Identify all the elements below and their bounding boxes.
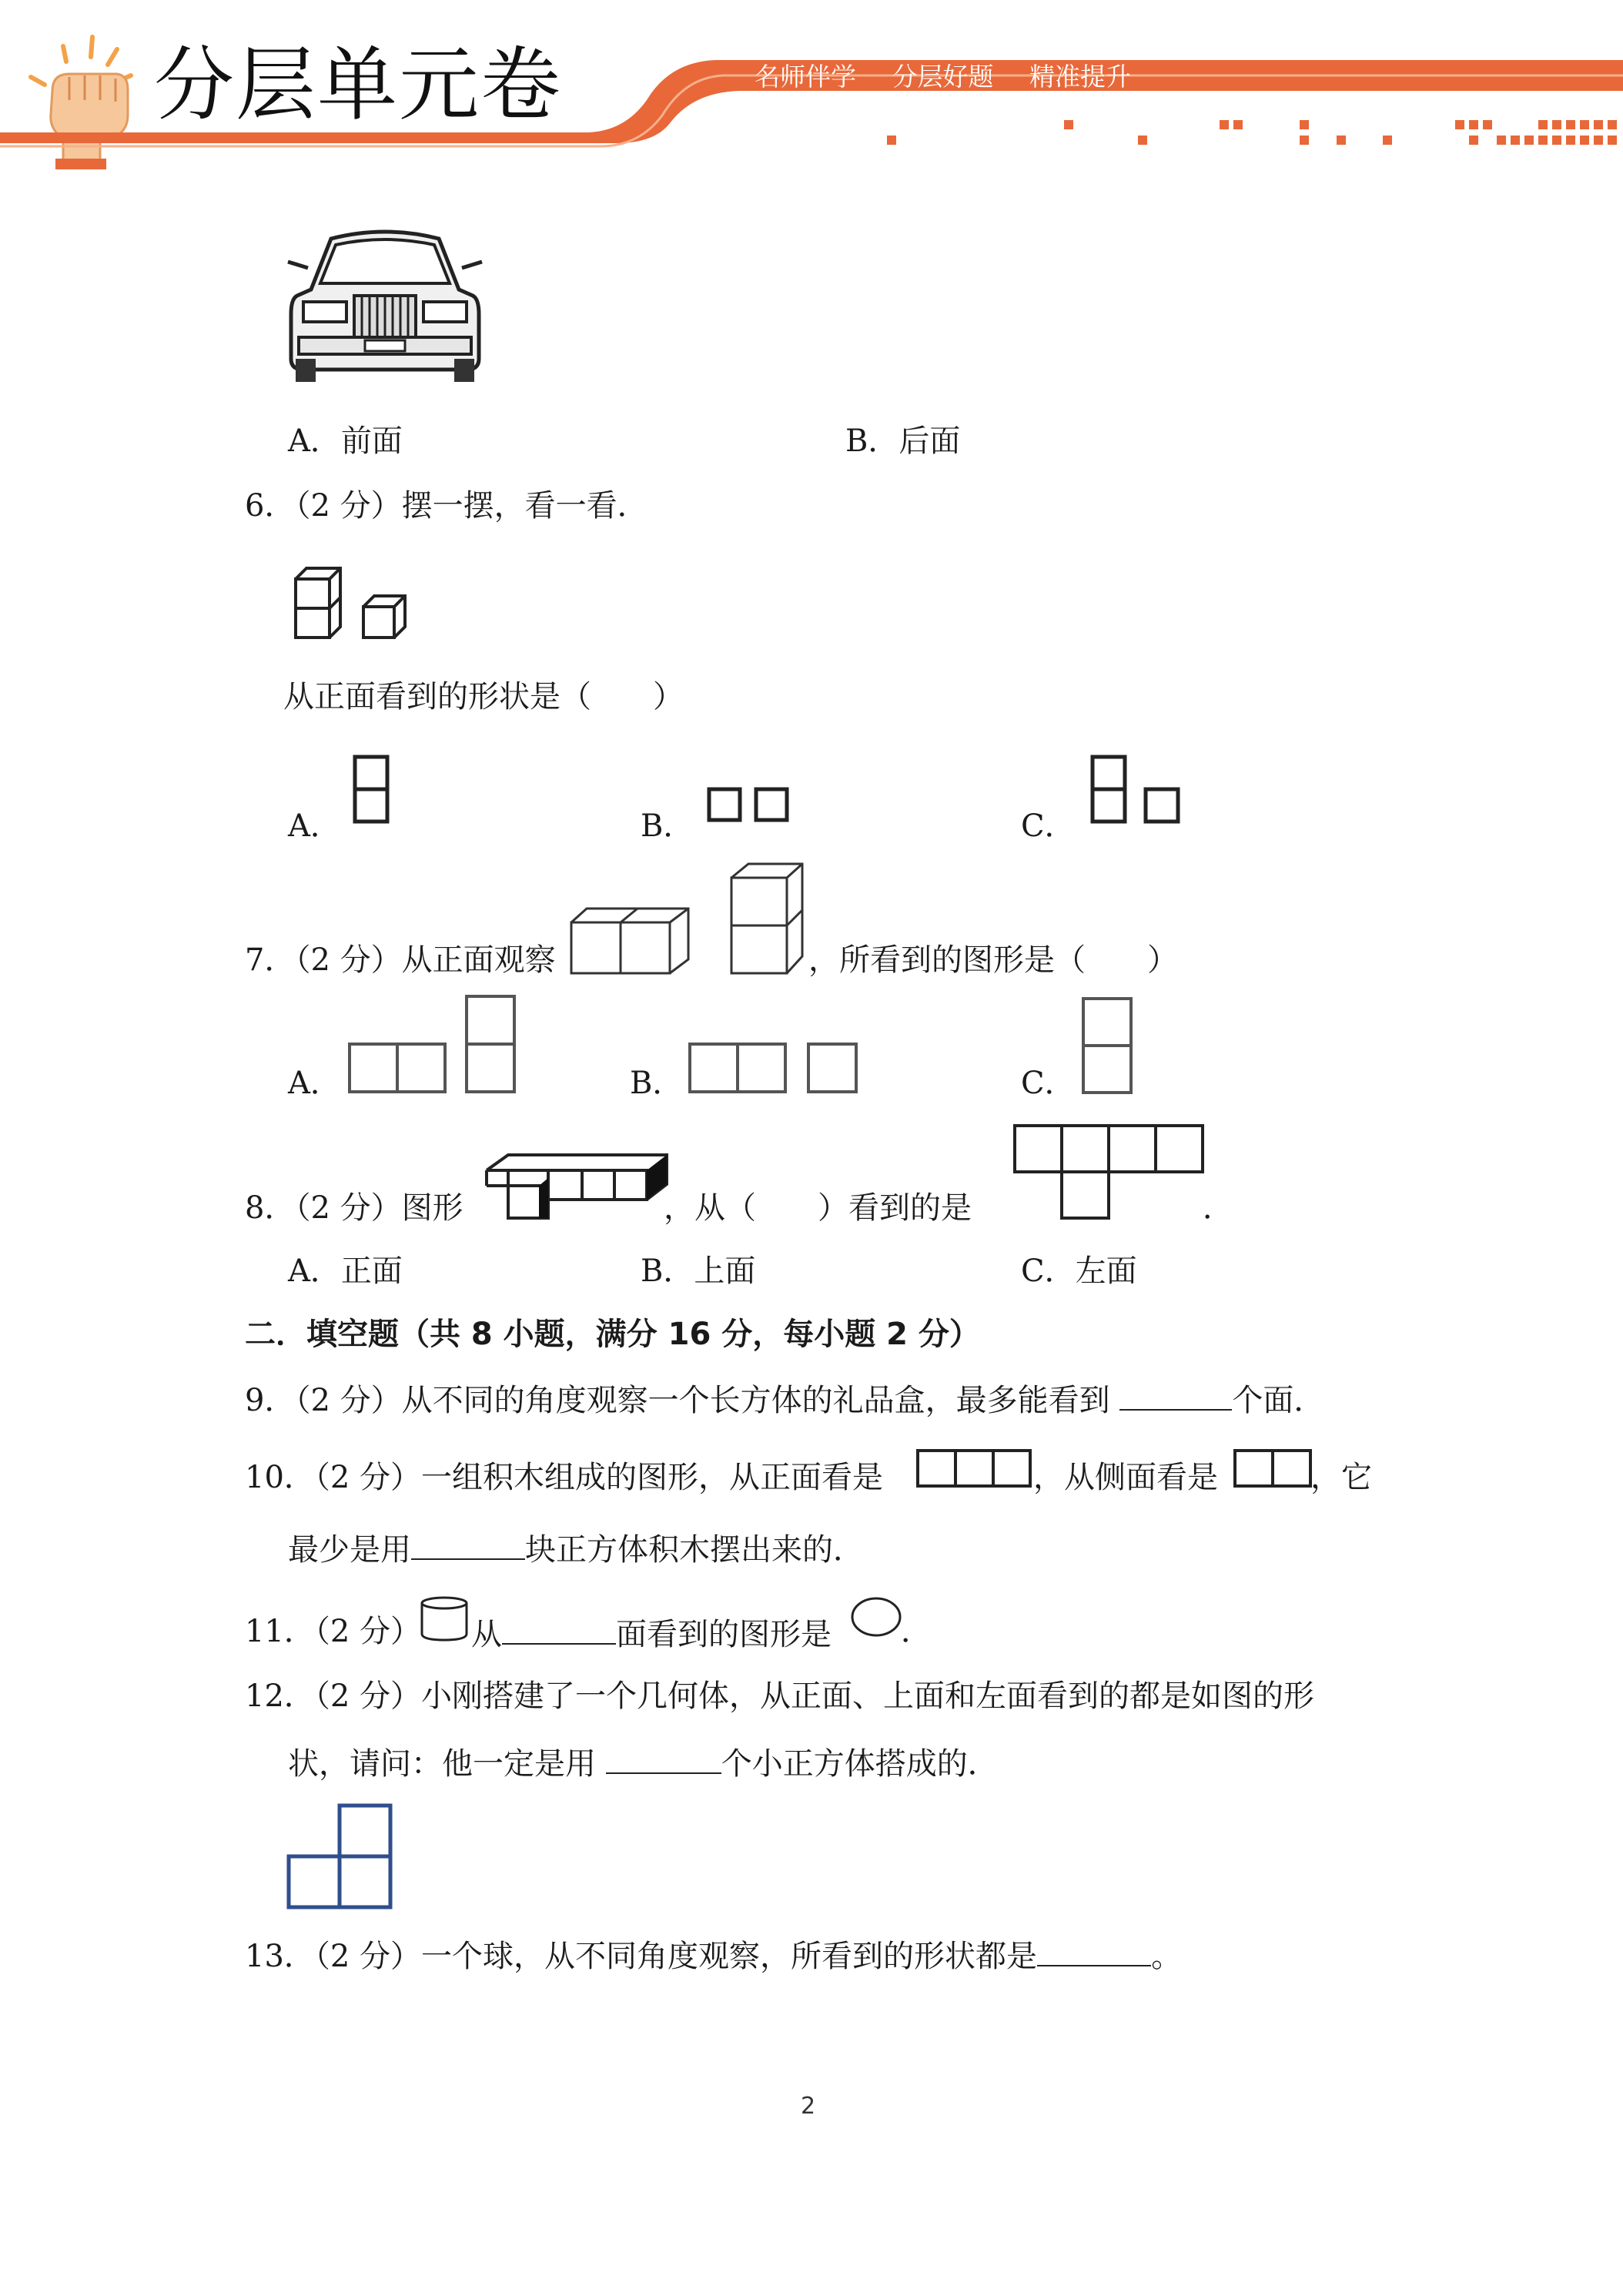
q10-side-view-shape [1233, 1449, 1313, 1489]
q10-part2: ，从侧面看是 [1033, 1460, 1218, 1495]
q7-two-cubes-image [568, 905, 693, 976]
slogan-1: 名师伴学 [755, 62, 856, 92]
q9-text [245, 1378, 1324, 1420]
q8-stem-middle: ，从（ ）看到的是 [664, 1190, 972, 1226]
cylinder-icon [419, 1595, 470, 1643]
q8-block-figure-image [485, 1140, 670, 1220]
q9-after: 个面． [1232, 1383, 1325, 1418]
q10-answer-blank[interactable] [411, 1528, 525, 1560]
circle-icon [848, 1595, 904, 1638]
slogan-3: 精准提升 [1029, 62, 1131, 92]
q7-option-c-letter[interactable]: C． [1021, 1066, 1076, 1101]
q10-line2-before: 最少是用 [288, 1532, 411, 1568]
car-front-image [288, 222, 482, 385]
q11-text [471, 1612, 832, 1654]
q10-front-view-shape [916, 1449, 1033, 1489]
q13-answer-blank[interactable] [1037, 1934, 1151, 1966]
q5-option-b[interactable]: B．后面 [845, 423, 961, 459]
q12-line2-before: 状，请问：他一定是用 [288, 1746, 606, 1782]
q6-sub: 从正面看到的形状是（ ） [283, 679, 684, 715]
q11-mid: 面看到的图形是 [616, 1617, 832, 1652]
q11-prefix: 11．（2 分） [245, 1614, 422, 1649]
q11-end: ． [901, 1614, 932, 1649]
q7-stem-end: ，所看到的图形是（ ） [808, 942, 1178, 978]
q8-stem-end: ． [1203, 1190, 1233, 1226]
q8-option-c[interactable]: C．左面 [1021, 1253, 1137, 1289]
q6-option-b-letter[interactable]: B． [641, 808, 694, 844]
q6-cube-stack-image [293, 556, 416, 641]
q12-answer-blank[interactable] [606, 1742, 721, 1774]
q12-line2 [288, 1742, 999, 1783]
q8-option-a[interactable]: A．正面 [288, 1253, 403, 1289]
q8-option-b[interactable]: B．上面 [641, 1253, 756, 1289]
q13-before: 13．（2 分）一个球，从不同角度观察，所看到的形状都是 [245, 1939, 1038, 1974]
q8-view-shape-image [1013, 1124, 1206, 1220]
q7-option-b-letter[interactable]: B． [630, 1066, 684, 1101]
q12-view-shape-image [286, 1803, 394, 1909]
q11-from: 从 [471, 1617, 502, 1652]
slogan-2: 分层好题 [892, 62, 994, 92]
q7-option-b-shape[interactable] [688, 1043, 859, 1095]
q12-line2-after: 个小正方体搭成的． [721, 1746, 999, 1782]
q13-text [245, 1934, 1182, 1976]
q6-option-c-shape[interactable] [1090, 755, 1183, 825]
q6-stem: 6．（2 分）摆一摆，看一看． [245, 488, 648, 524]
q6-option-a-letter[interactable]: A． [288, 808, 341, 844]
q9-answer-blank[interactable] [1119, 1378, 1232, 1411]
q13-after: 。 [1151, 1939, 1183, 1974]
header-title: 分层单元卷 [154, 38, 563, 132]
q7-tall-stack-image [728, 861, 805, 976]
q10-part3: ，它 [1310, 1460, 1372, 1495]
q6-option-a-shape[interactable] [353, 755, 391, 825]
q10-line2-after: 块正方体积木摆出来的． [525, 1532, 864, 1568]
page-number: 2 [801, 2093, 816, 2120]
q5-option-a[interactable]: A．前面 [288, 423, 403, 459]
q6-option-b-shape[interactable] [707, 787, 791, 822]
section-2-title: 二．填空题（共 8 小题，满分 16 分，每小题 2 分） [245, 1317, 980, 1352]
q12-line1: 12．（2 分）小刚搭建了一个几何体，从正面、上面和左面看到的都是如图的形 [245, 1678, 1315, 1714]
q8-stem-start: 8．（2 分）图形 [245, 1190, 463, 1226]
q7-option-c-shape[interactable] [1081, 996, 1135, 1095]
q6-option-c-letter[interactable]: C． [1021, 808, 1076, 844]
q7-option-a-shape[interactable] [348, 995, 517, 1095]
q9-before: 9．（2 分）从不同的角度观察一个长方体的礼品盒，最多能看到 [245, 1383, 1120, 1418]
header-slogans [755, 60, 1159, 94]
q7-stem-start: 7．（2 分）从正面观察 [245, 942, 556, 978]
q10-line2 [288, 1528, 864, 1569]
q7-option-a-letter[interactable]: A． [288, 1066, 341, 1101]
q10-part1: 10．（2 分）一组积木组成的图形，从正面看是 [245, 1460, 884, 1495]
q11-answer-blank[interactable] [502, 1612, 616, 1645]
